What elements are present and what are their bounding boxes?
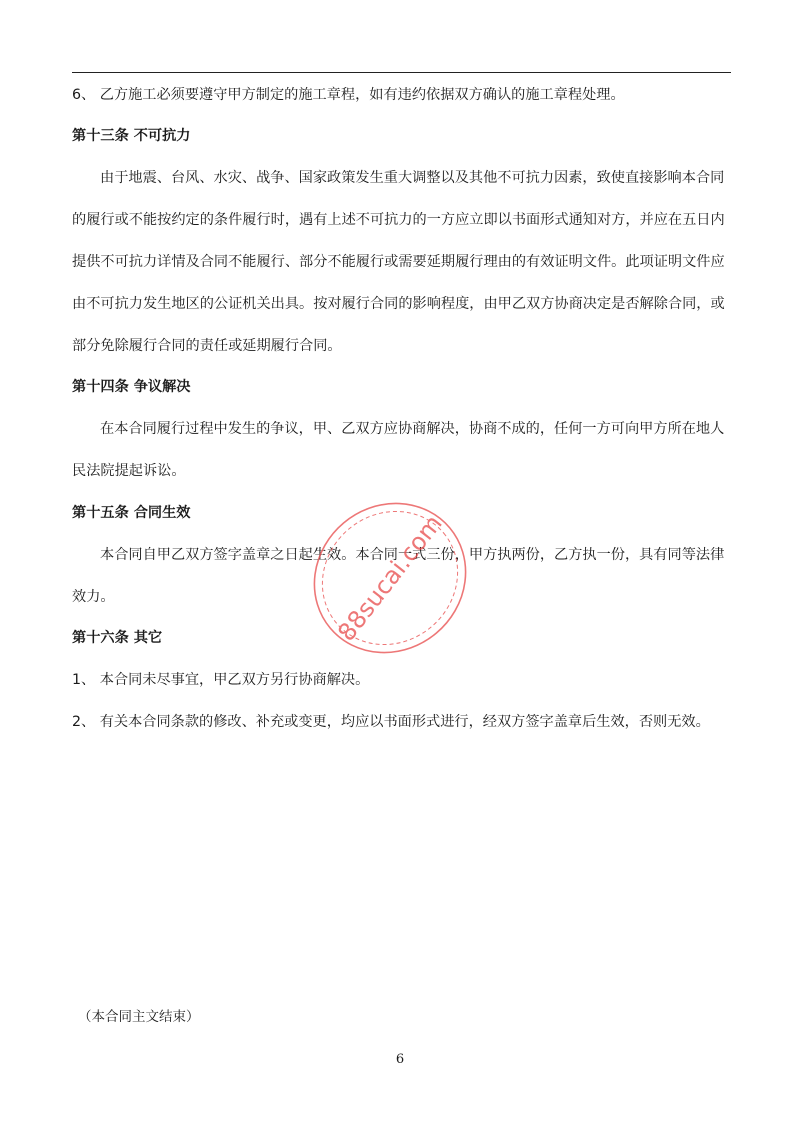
article-16-item-1: 1、 本合同未尽事宜，甲乙双方另行协商解决。 — [72, 672, 370, 688]
article-15-heading: 第十五条 合同生效 — [72, 505, 191, 521]
article-16-heading: 第十六条 其它 — [72, 630, 163, 646]
end-note: （本合同主文结束） — [78, 1009, 200, 1025]
article-16-item-2: 2、 有关本合同条款的修改、补充或变更，均应以书面形式进行，经双方签字盖章后生效，否则无效。 — [72, 714, 710, 730]
article-13-heading: 第十三条 不可抗力 — [72, 128, 191, 144]
article-15-line-1: 本合同自甲乙双方签字盖章之日起生效。本合同一式三份，甲方执两份，乙方执一份，具有同等法律 — [100, 547, 725, 563]
page-number: 6 — [395, 1052, 405, 1067]
watermark-text: 88sucai.com — [332, 509, 448, 647]
article-14-heading: 第十四条 争议解决 — [72, 379, 191, 395]
header-rule — [72, 72, 731, 73]
article-14-line-1: 在本合同履行过程中发生的争议，甲、乙双方应协商解决，协商不成的，任何一方可向甲方所在地人 — [100, 421, 725, 437]
article-15-line-2: 效力。 — [72, 589, 115, 605]
article-13-line-2: 的履行或不能按约定的条件履行时，遇有上述不可抗力的一方应立即以书面形式通知对方，并应在五日内 — [72, 212, 725, 228]
article-13-line-4: 由不可抗力发生地区的公证机关出具。按对履行合同的影响程度，由甲乙双方协商决定是否解除合同，或 — [72, 296, 725, 312]
article-13-line-5: 部分免除履行合同的责任或延期履行合同。 — [72, 338, 342, 354]
article-13-line-3: 提供不可抗力详情及合同不能履行、部分不能履行或需要延期履行理由的有效证明文件。此项证明文件应 — [72, 254, 725, 270]
article-13-line-1: 由于地震、台风、水灾、战争、国家政策发生重大调整以及其他不可抗力因素，致使直接影响本合同 — [100, 170, 725, 186]
item-6: 6、 乙方施工必须要遵守甲方制定的施工章程，如有违约依据双方确认的施工章程处理。 — [72, 87, 625, 103]
article-14-line-2: 民法院提起诉讼。 — [72, 463, 186, 479]
watermark-stamp — [300, 488, 480, 668]
